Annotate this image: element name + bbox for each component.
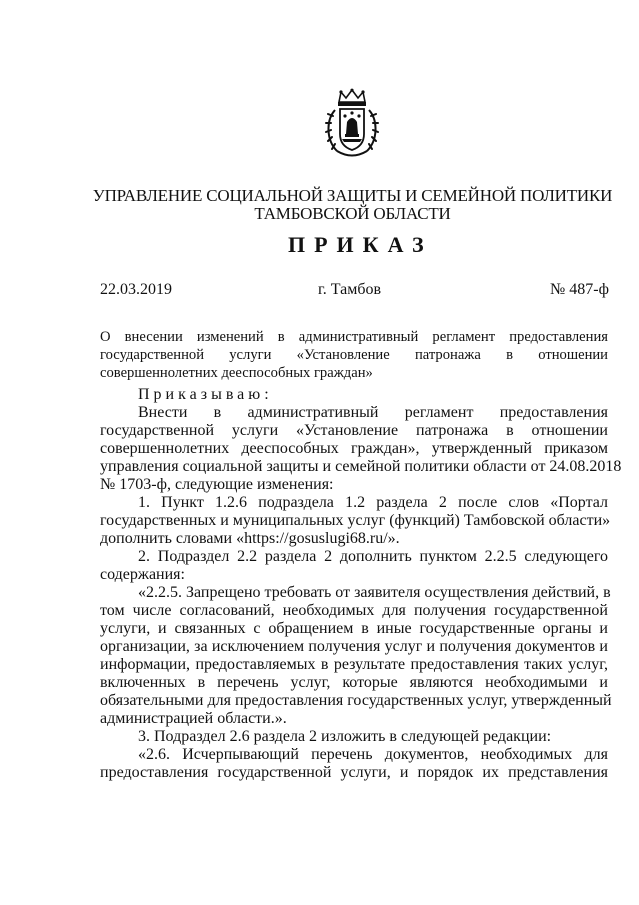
- subject-line: государственной услуги «Установление патронажа в отношении: [100, 347, 608, 363]
- order-word-text: Приказываю:: [138, 386, 273, 403]
- body-line: обязательными для предоставления государственных услуг, утвержденный: [100, 692, 612, 709]
- body-line: предоставления государственной услуги, и порядок их представления: [100, 764, 608, 781]
- body-line: том числе согласований, необходимых для получения государственной: [100, 602, 608, 619]
- body-line: 3. Подраздел 2.6 раздела 2 изложить в следующей редакции:: [138, 728, 552, 745]
- document-body: [100, 404, 622, 782]
- body-line: государственной услуги «Установление патронажа в отношении: [100, 422, 608, 439]
- document-subject: [100, 331, 608, 385]
- body-line: совершеннолетних дееспособных граждан», утвержденный приказом: [100, 440, 608, 457]
- body-line: государственных и муниципальных услуг (функций) Тамбовской области»: [100, 512, 611, 529]
- body-line: информации, предоставляемых в результате предоставления таких услуг,: [100, 656, 608, 673]
- body-line: содержания:: [100, 566, 185, 583]
- document-city: г. Тамбов: [318, 281, 382, 298]
- subject-line: О внесении изменений в административный регламент предоставления: [100, 329, 608, 345]
- body-line: № 1703-ф, следующие изменения:: [100, 476, 334, 493]
- body-line: услуги, и связанных с обращением в иные государственные органы и: [100, 620, 608, 637]
- organization-name-line-1: УПРАВЛЕНИЕ СОЦИАЛЬНОЙ ЗАЩИТЫ И СЕМЕЙНОЙ ПОЛИТИКИ: [92, 186, 613, 205]
- coat-of-arms-icon: [323, 88, 381, 160]
- body-line: включенных в перечень услуг, которые являются необходимыми и: [100, 674, 608, 691]
- document-date: 22.03.2019: [100, 281, 172, 298]
- order-word: [100, 386, 608, 404]
- body-line: 2. Подраздел 2.2 раздела 2 дополнить пунктом 2.2.5 следующего: [138, 548, 608, 565]
- body-line: организации, за исключением получения услуг и получения документов и: [100, 638, 608, 655]
- body-line: управления социальной защиты и семейной политики области от 24.08.2018: [100, 458, 622, 475]
- body-line: дополнить словами «https://gosuslugi68.ru/».: [100, 530, 400, 547]
- body-line: Внести в административный регламент предоставления: [138, 404, 608, 421]
- document-number: № 487-ф: [550, 281, 609, 298]
- body-line: администрацией области.».: [100, 710, 287, 727]
- organization-name-line-2: ТАМБОВСКОЙ ОБЛАСТИ: [254, 204, 451, 223]
- body-line: «2.6. Исчерпывающий перечень документов, необходимых для: [138, 746, 608, 763]
- body-line: «2.2.5. Запрещено требовать от заявителя осуществления действий, в: [138, 584, 611, 601]
- subject-line: совершеннолетних дееспособных граждан»: [100, 365, 373, 381]
- document-title: ПРИКАЗ: [288, 232, 433, 257]
- body-line: 1. Пункт 1.2.6 подраздела 1.2 раздела 2 после слов «Портал: [138, 494, 608, 511]
